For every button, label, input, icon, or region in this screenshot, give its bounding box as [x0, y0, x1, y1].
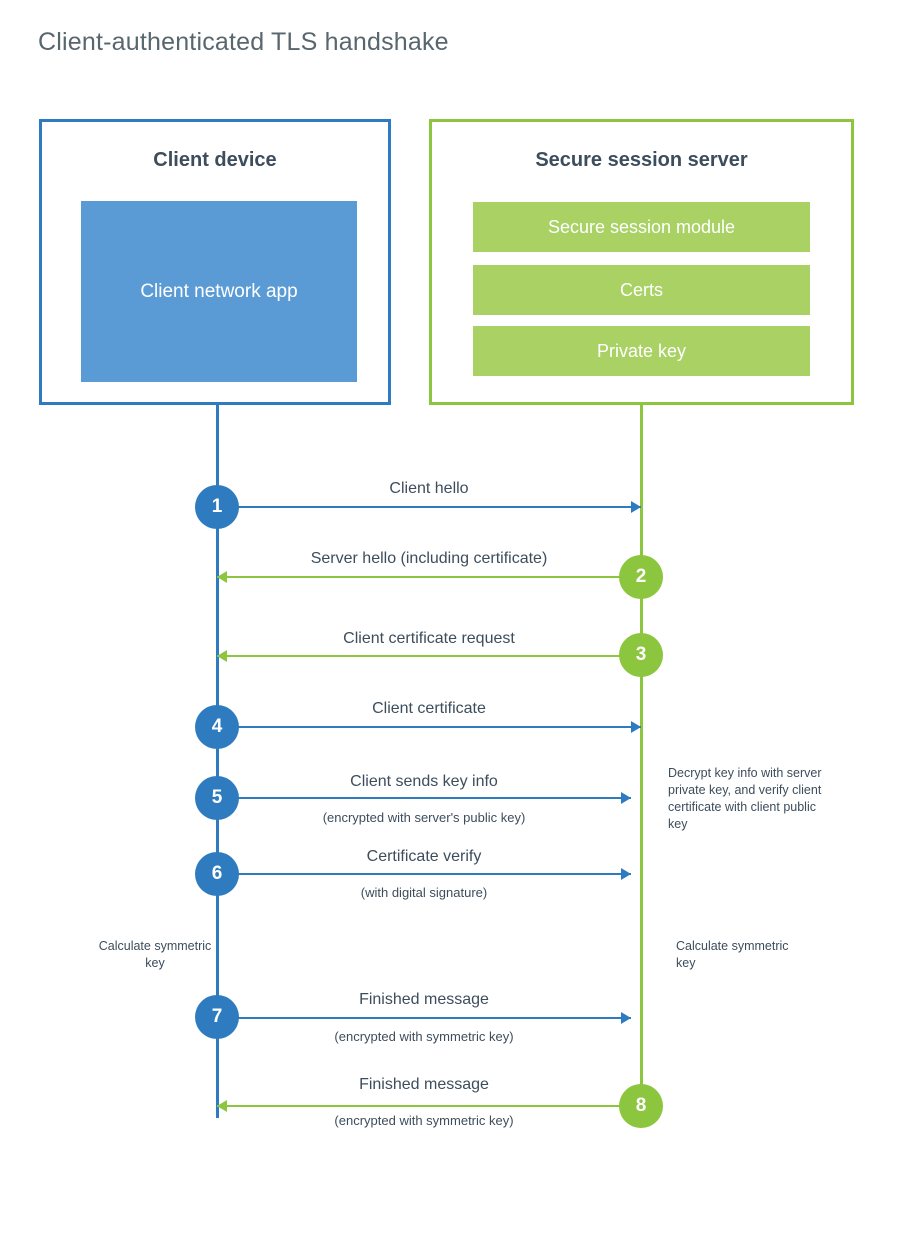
message-sublabel-5: (encrypted with server's public key): [322, 810, 526, 825]
page-title: Client-authenticated TLS handshake: [38, 28, 449, 56]
server-block-private-key: Private key: [473, 326, 810, 376]
message-arrowhead-3: [217, 650, 227, 662]
server-block-certs: Certs: [473, 265, 810, 315]
message-label-7: Finished message: [359, 991, 489, 1008]
message-line-6: [217, 873, 631, 875]
message-label-1: Client hello: [389, 480, 469, 497]
step-badge-1: 1: [195, 485, 239, 529]
step-badge-8: 8: [619, 1084, 663, 1128]
message-line-8: [217, 1105, 641, 1107]
note-server-calculate-symmetric-key: Calculate symmetric key: [676, 939, 789, 970]
message-label-5: Client sends key info: [350, 773, 498, 790]
note-client-calculate-symmetric-key: Calculate symmetric key: [98, 939, 212, 970]
step-badge-5: 5: [195, 776, 239, 820]
step-badge-2: 2: [619, 555, 663, 599]
message-sublabel-8: (encrypted with symmetric key): [334, 1113, 514, 1128]
message-line-1: [217, 506, 641, 508]
message-arrowhead-1: [631, 501, 641, 513]
actor-box-server: [429, 119, 854, 405]
message-arrowhead-8: [217, 1100, 227, 1112]
message-line-3: [217, 655, 641, 657]
message-arrowhead-6: [621, 868, 631, 880]
step-badge-4: 4: [195, 705, 239, 749]
step-badge-7: 7: [195, 995, 239, 1039]
actor-title-server: Secure session server: [535, 149, 748, 171]
message-label-8: Finished message: [359, 1076, 489, 1093]
message-label-6: Certificate verify: [366, 848, 482, 865]
message-line-7: [217, 1017, 631, 1019]
message-sublabel-6: (with digital signature): [360, 885, 488, 900]
note-server-decrypt: Decrypt key info with server private key, and verify client certificate with client public key: [668, 766, 822, 831]
step-badge-6: 6: [195, 852, 239, 896]
message-label-4: Client certificate: [372, 700, 486, 717]
message-label-2: Server hello (including certificate): [310, 550, 548, 567]
server-block-secure-session-module: Secure session module: [473, 202, 810, 252]
message-line-2: [217, 576, 641, 578]
client-network-app-block: Client network app: [81, 201, 357, 382]
message-line-5: [217, 797, 631, 799]
message-arrowhead-7: [621, 1012, 631, 1024]
message-arrowhead-5: [621, 792, 631, 804]
message-label-3: Client certificate request: [343, 630, 515, 647]
message-sublabel-7: (encrypted with symmetric key): [334, 1029, 514, 1044]
actor-title-client: Client device: [153, 149, 277, 171]
message-arrowhead-2: [217, 571, 227, 583]
actor-box-client: [39, 119, 391, 405]
step-badge-3: 3: [619, 633, 663, 677]
message-arrowhead-4: [631, 721, 641, 733]
message-line-4: [217, 726, 641, 728]
